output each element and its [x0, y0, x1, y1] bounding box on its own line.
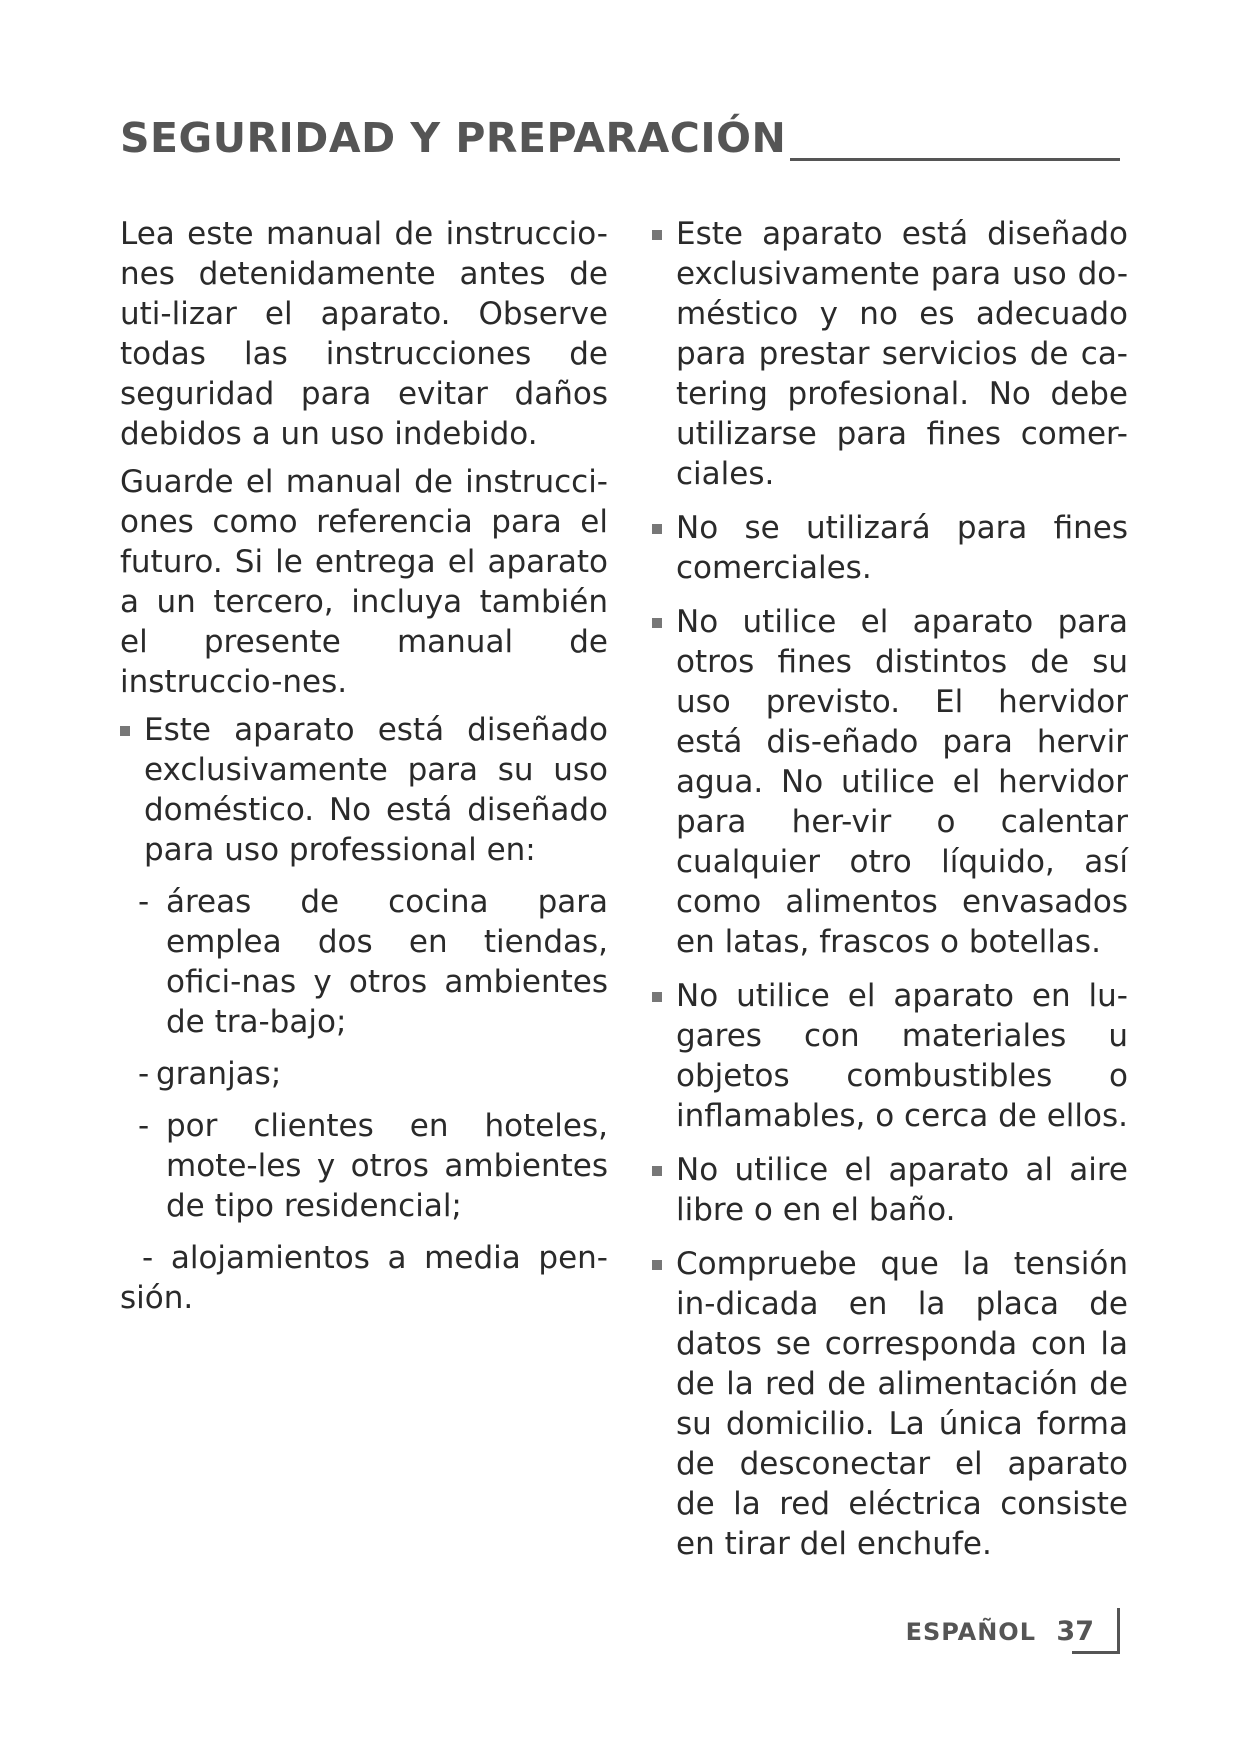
right-column [652, 214, 1128, 1578]
bullet-item [652, 976, 1128, 1136]
page-footer [900, 1608, 1120, 1658]
dash-mark: - [142, 1240, 154, 1276]
bullet-text: Compruebe que la tensión in-dicada en la placa de datos se corresponda con la de la red de alimentación de su domicilio. La única forma de desconectar el aparato de la red eléctrica consiste en tirar del enchufe. [676, 1246, 1128, 1562]
bullet-text: No utilice el aparato en lu-gares con materiales u objetos combustibles o inflamables, o cerca de ellos. [676, 978, 1128, 1134]
dash-text: granjas; [156, 1056, 282, 1092]
footer-language: ESPAÑOL [905, 1618, 1036, 1646]
bullet-item [652, 602, 1128, 962]
dash-mark: - [138, 884, 150, 920]
footer-rule-horizontal [1072, 1651, 1120, 1654]
dash-item [120, 1238, 608, 1318]
dash-item [120, 882, 608, 1042]
square-bullet-icon [652, 1260, 662, 1270]
page-header [120, 108, 1120, 170]
intro-paragraph: Lea este manual de instruccio-nes detenidamente antes de uti-lizar el aparato. Observe todas las instrucciones de seguridad para evitar daños debidos a un uso indebido. [120, 216, 608, 452]
page-title: SEGURIDAD Y PREPARACIÓN [120, 114, 787, 162]
square-bullet-icon [652, 992, 662, 1002]
square-bullet-icon [652, 524, 662, 534]
bullet-text: No utilice el aparato para otros fines distintos de su uso previsto. El hervidor está dis-eñado para hervir agua. No utilice el hervidor para her-vir o calentar cualquier otro líquido, así como alimentos envasados en latas, frascos o botellas. [676, 604, 1128, 960]
bullet-text: No utilice el aparato al aire libre o en el baño. [676, 1152, 1128, 1228]
bullet-item [652, 1244, 1128, 1564]
dash-item [120, 1106, 608, 1226]
bullet-item [652, 214, 1128, 494]
bullet-text: Este aparato está diseñado exclusivamente para su uso doméstico. No está diseñado para uso professional en: [144, 712, 608, 868]
page-number: 37 [1056, 1616, 1094, 1647]
bullet-text: Este aparato está diseñado exclusivamente para uso do-méstico y no es adecuado para prestar servicios de ca-tering profesional. No debe utilizarse para fines comer-ciales. [676, 216, 1128, 492]
dash-mark: - [138, 1056, 150, 1092]
bullet-text: No se utilizará para fines comerciales. [676, 510, 1128, 586]
keep-manual-paragraph: Guarde el manual de instrucci-ones como referencia para el futuro. Si le entrega el aparato a un tercero, incluya también el presente manual de instruccio-nes. [120, 464, 608, 700]
dash-text: áreas de cocina para emplea dos en tiendas, ofici-nas y otros ambientes de tra-bajo; [166, 884, 608, 1040]
left-column [120, 214, 608, 1330]
square-bullet-icon [652, 618, 662, 628]
title-rule [790, 158, 1120, 161]
dash-mark: - [138, 1108, 150, 1144]
bullet-item [652, 508, 1128, 588]
bullet-item [120, 710, 608, 870]
dash-item [120, 1054, 608, 1094]
footer-rule-vertical [1117, 1608, 1120, 1654]
dash-text: por clientes en hoteles, mote-les y otros ambientes de tipo residencial; [166, 1108, 608, 1224]
square-bullet-icon [120, 726, 130, 736]
dash-text: alojamientos a media pen-sión. [120, 1240, 608, 1316]
square-bullet-icon [652, 1166, 662, 1176]
square-bullet-icon [652, 230, 662, 240]
bullet-item [652, 1150, 1128, 1230]
